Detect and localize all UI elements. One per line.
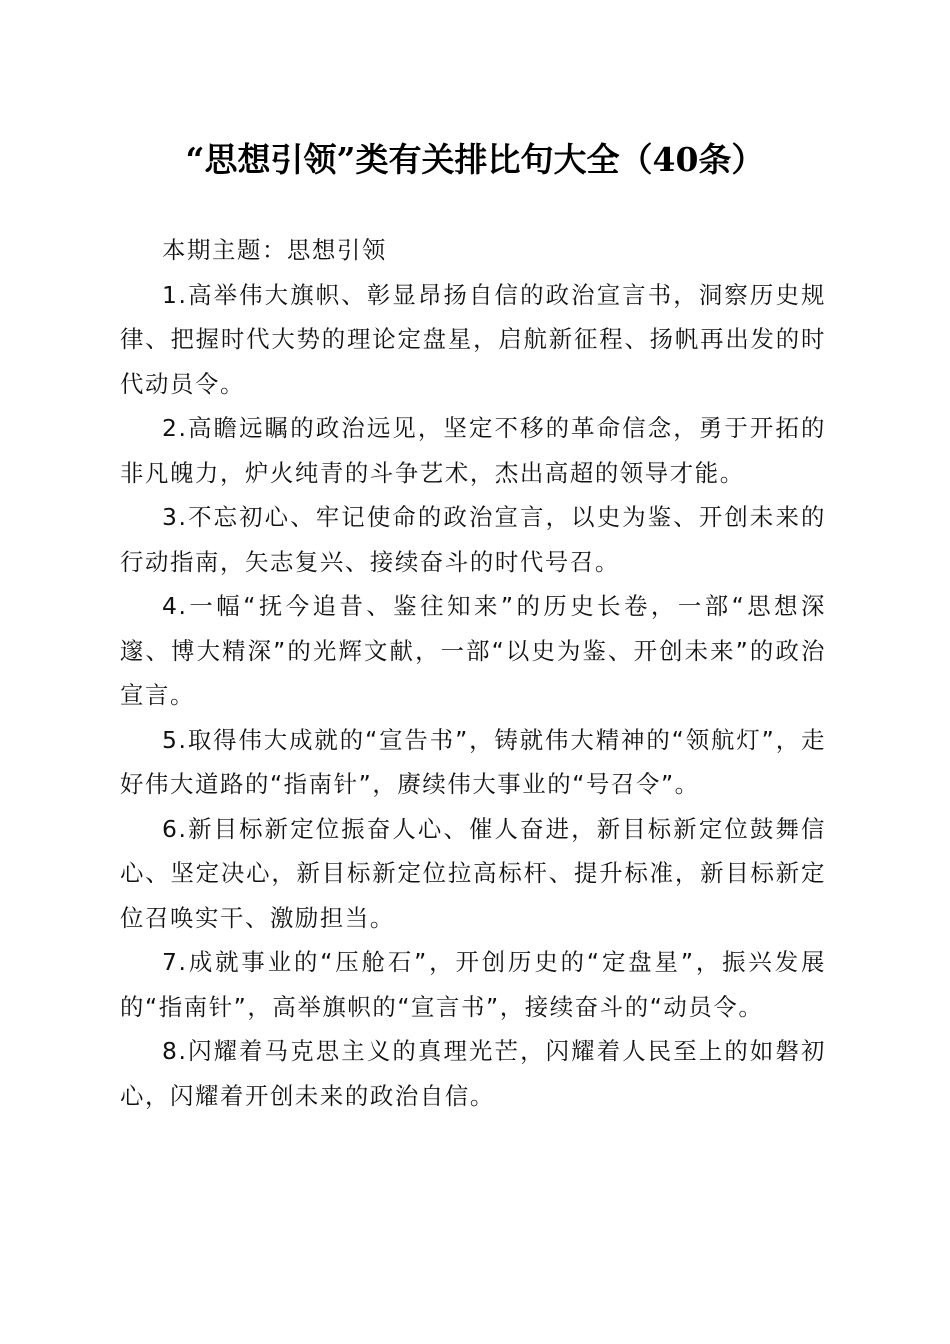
list-item: 2.高瞻远瞩的政治远见，坚定不移的革命信念，勇于开拓的非凡魄力，炉火纯青的斗争艺术，杰出高超的领导才能。 <box>120 414 826 487</box>
list-item: 3.不忘初心、牢记使命的政治宣言，以史为鉴、开创未来的行动指南，矢志复兴、接续奋斗的时代号召。 <box>120 503 826 576</box>
document-title: “思想引领”类有关排比句大全（40条） <box>185 140 765 179</box>
list-item: 4.一幅“抚今追昔、鉴往知来”的历史长卷，一部“思想深邃、博大精深”的光辉文献，一部“以史为鉴、开创未来”的政治宣言。 <box>120 592 826 709</box>
list-item: 8.闪耀着马克思主义的真理光芒，闪耀着人民至上的如磐初心，闪耀着开创未来的政治自信。 <box>120 1037 826 1110</box>
list-item: 6.新目标新定位振奋人心、催人奋进，新目标新定位鼓舞信心、坚定决心，新目标新定位拉高标杆、提升标准，新目标新定位召唤实干、激励担当。 <box>120 814 826 932</box>
list-item: 5.取得伟大成就的“宣告书”，铸就伟大精神的“领航灯”，走好伟大道路的“指南针”，赓续伟大事业的“号召令”。 <box>120 725 826 798</box>
list-item: 7.成就事业的“压舱石”，开创历史的“定盘星”，振兴发展的“指南针”，高举旗帜的“宣言书”，接续奋斗的“动员令。 <box>120 948 826 1021</box>
list-item: 1.高举伟大旗帜、彰显昂扬自信的政治宣言书，洞察历史规律、把握时代大势的理论定盘星，启航新征程、扬帆再出发的时代动员令。 <box>120 280 826 398</box>
topic-line: 本期主题：思想引领 <box>162 236 387 264</box>
document-body <box>120 228 826 1118</box>
